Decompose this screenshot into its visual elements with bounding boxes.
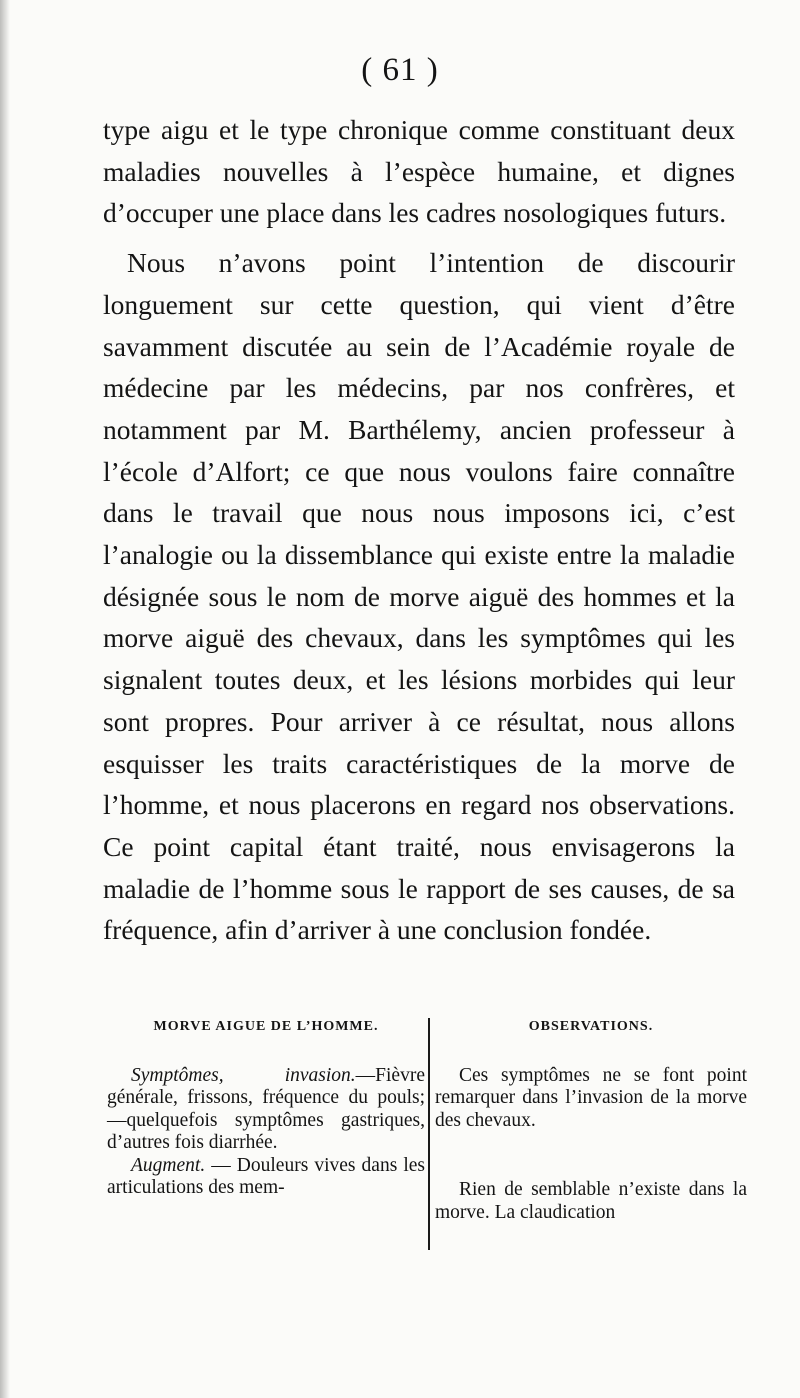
left-entry (107, 1065, 425, 1155)
right-entry: Rien de semblable n’existe dans la morve. La claudication (435, 1179, 747, 1223)
page-number: ( 61 ) (361, 52, 439, 88)
entry-text: — Douleurs vives dans les articulations des mem- (107, 1154, 425, 1198)
comparison-columns (103, 1016, 745, 1246)
paragraph-continuation: type aigu et le type chronique comme constituant deux maladies nouvelles à l’espèce humaine, et dignes d’occuper une place dans les cadres nosologiques futurs. (103, 114, 735, 229)
left-entry (107, 1155, 425, 1200)
page-edge-shadow (0, 0, 10, 1398)
column-divider (428, 1018, 430, 1250)
entry-term: Symptômes, invasion. (131, 1064, 356, 1086)
right-entry: Ces symptômes ne se font point remarquer dans l’invasion de la morve des chevaux. (435, 1064, 747, 1131)
body-text (103, 109, 735, 951)
paragraph-main: Nous n’avons point l’intention de discourir longuement sur cette question, qui vient d’être savamment discutée au sein de l’Académie royale de médecine par les médecins, par nos confrères, et notamment par M. Barthélemy, ancien professeur à l’école d’Alfort; ce que nous voulons faire connaître dans le travail que nous nous imposons ici, c’est l’analogie ou la dissemblance qui existe entre la maladie désignée sous le nom de morve aiguë des hommes et la morve aiguë des chevaux, dans les symptômes qui les signalent toutes deux, et les lésions morbides qui leur sont propres. Pour arriver à ce résultat, nous allons esquisser les traits caractéristiques de la morve de l’homme, et nous placerons en regard nos observations. Ce point capital étant traité, nous envisagerons la maladie de l’homme sous le rapport de ses causes, de sa fréquence, afin d’arriver à une conclusion fondée. (103, 247, 735, 946)
left-column (107, 1016, 425, 1200)
left-column-heading: MORVE AIGUE DE L’HOMME. (153, 1019, 379, 1034)
entry-text: —Fièvre générale, frissons, fréquence du pouls; —quelquefois symptômes gastriques, d’autres fois diarrhée. (107, 1064, 425, 1153)
entry-term: Augment. (131, 1154, 206, 1176)
right-column-heading: OBSERVATIONS. (528, 1019, 654, 1034)
right-column (435, 1016, 747, 1224)
